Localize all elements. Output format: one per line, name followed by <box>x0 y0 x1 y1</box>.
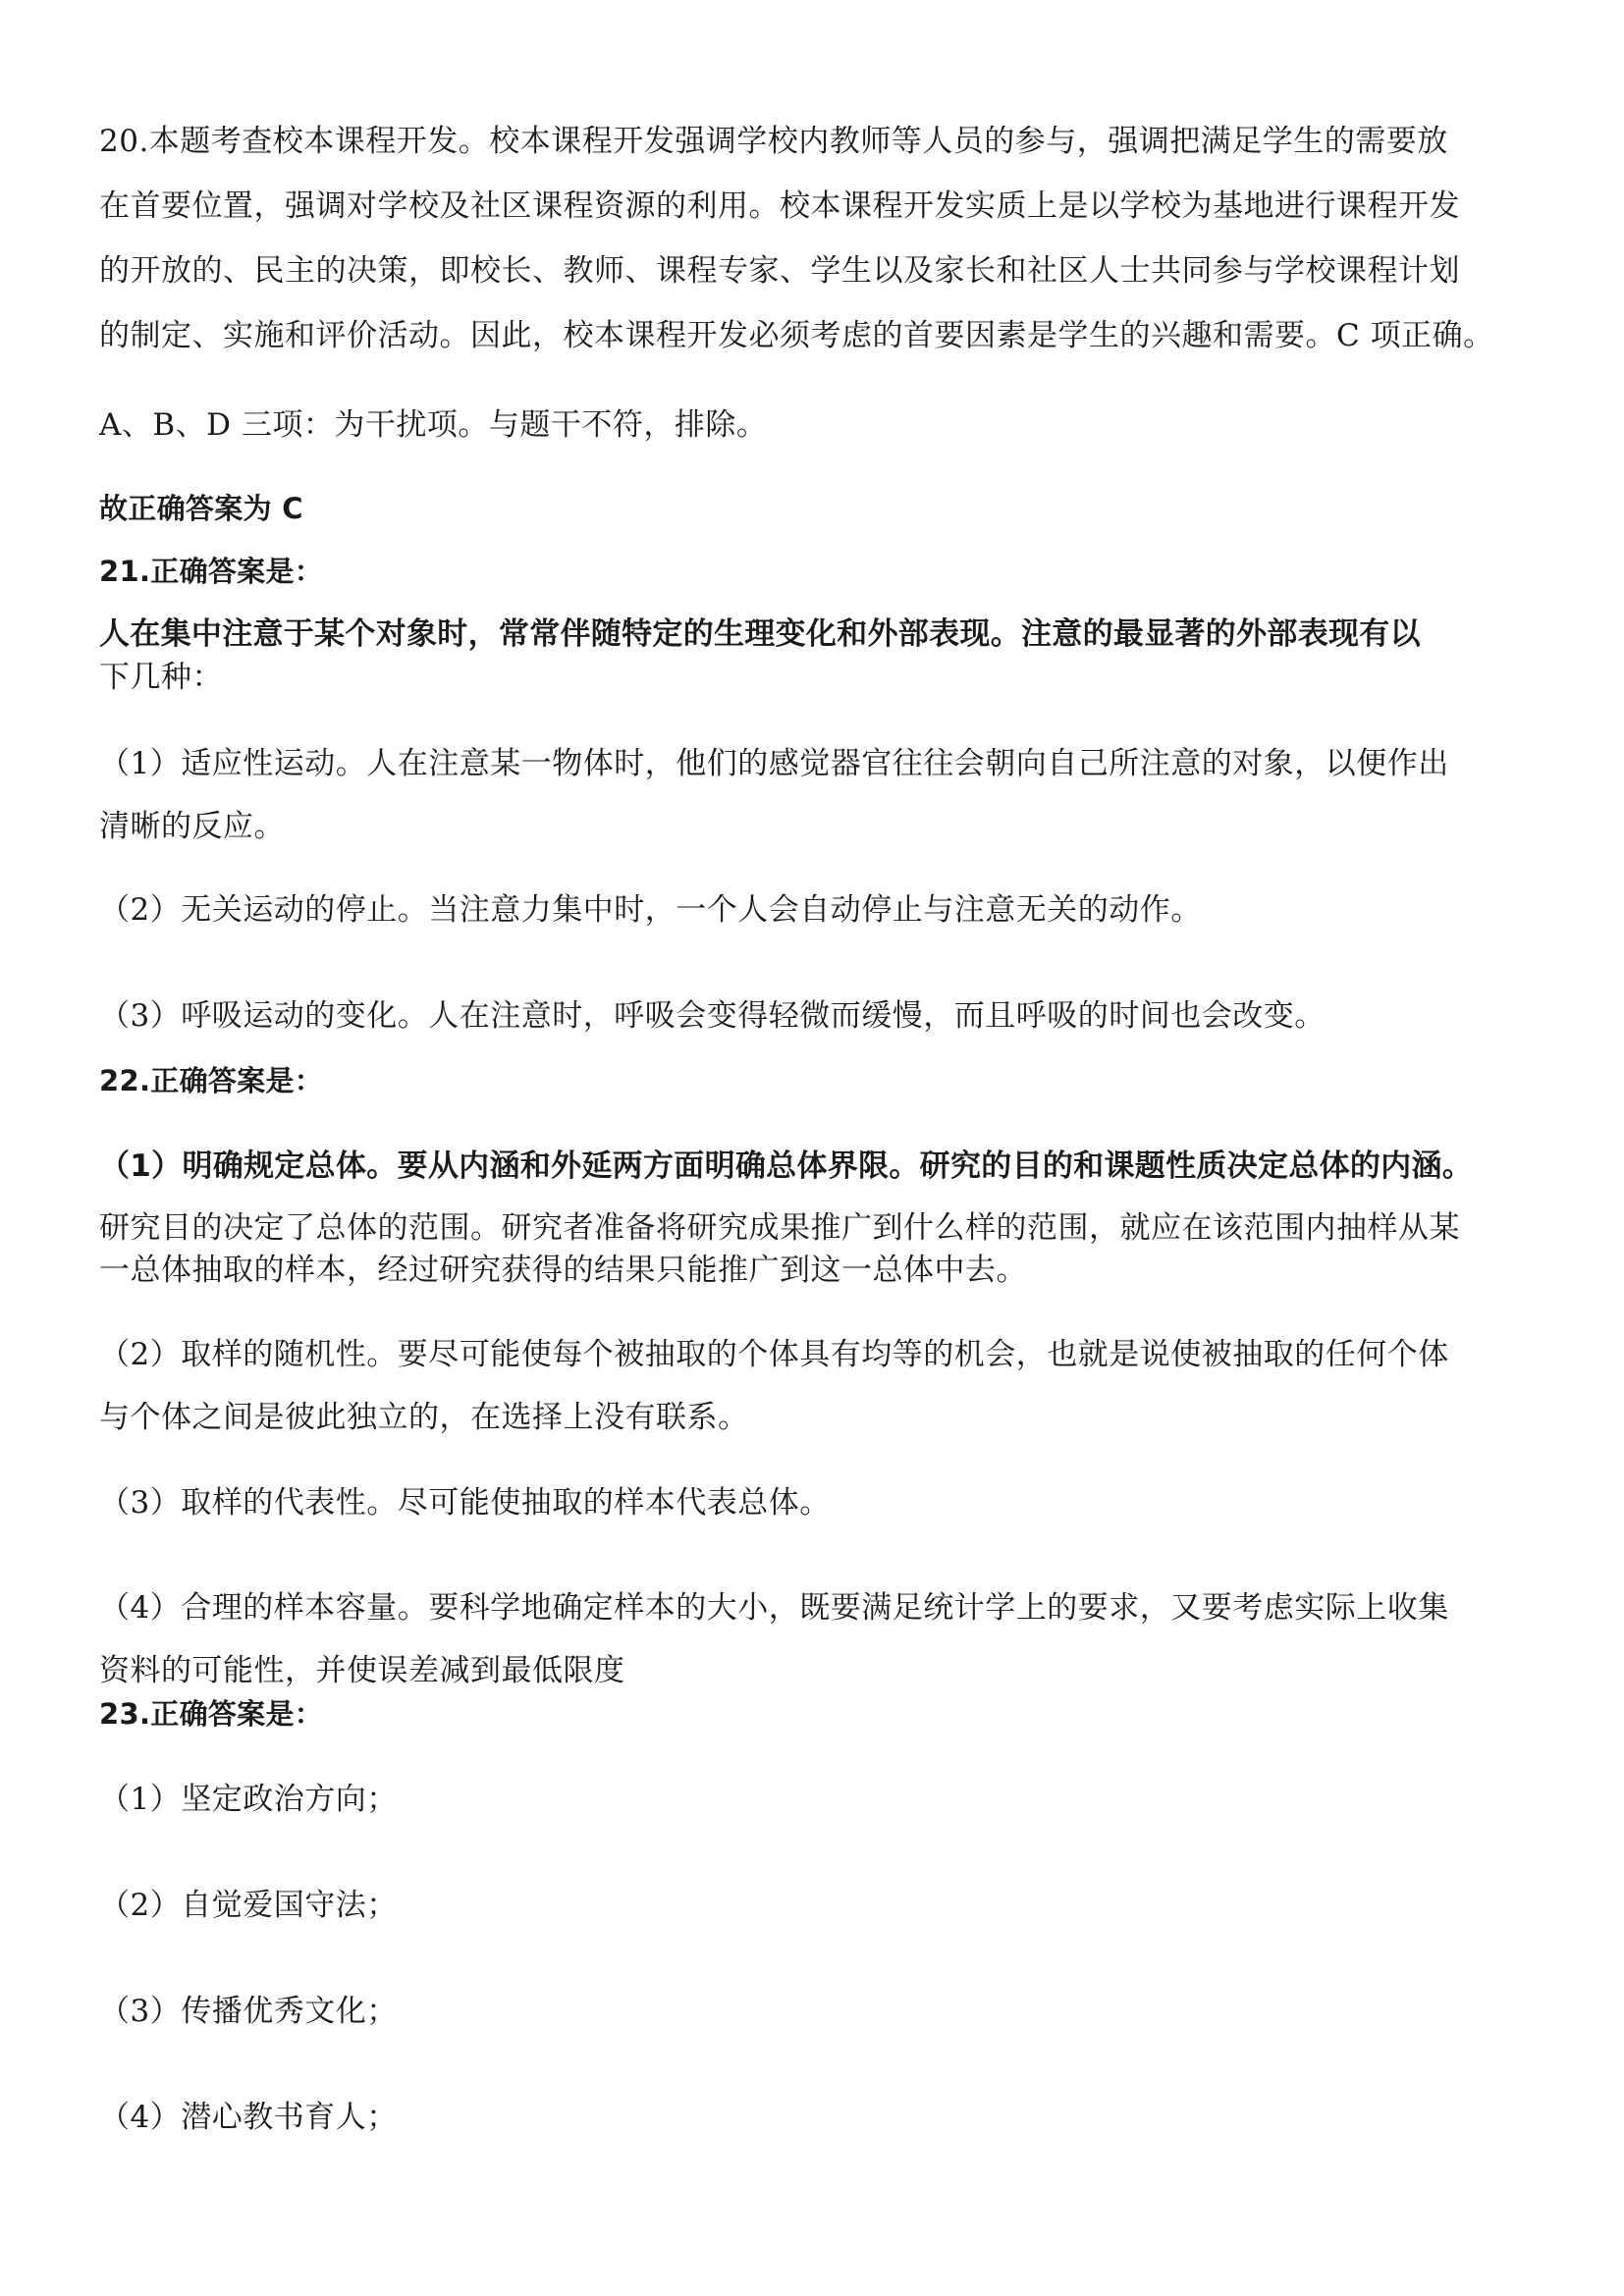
q20-answer: 故正确答案为 C <box>99 492 303 525</box>
q20-line-1: 20.本题考查校本课程开发。校本课程开发强调学校内教师等人员的参与，强调把满足学生的需要放 <box>99 124 1448 159</box>
q23-heading: 23.正确答案是： <box>99 1697 324 1731</box>
q22-item-1-cont-1: 研究目的决定了总体的范围。研究者准备将研究成果推广到什么样的范围，就应在该范围内抽样从某 <box>99 1210 1460 1246</box>
q20-distractor-text: A、B、D 三项：为干扰项。与题干不符，排除。 <box>99 407 768 443</box>
q21-item-1: （1）适应性运动。人在注意某一物体时，他们的感觉器官往往会朝向自己所注意的对象，以便作出 <box>99 746 1449 781</box>
q22-item-1-cont-2: 一总体抽取的样本，经过研究获得的结果只能推广到这一总体中去。 <box>99 1253 1027 1288</box>
q22-item-4: （4）合理的样本容量。要科学地确定样本的大小，既要满足统计学上的要求，又要考虑实际上收集 <box>99 1590 1449 1626</box>
q21-intro-cont: 下几种： <box>99 660 223 695</box>
q23-item-4: （4）潜心教书育人； <box>99 2100 398 2135</box>
q22-item-1-bold: （1）明确规定总体。要从内涵和外延两方面明确总体界限。研究的目的和课题性质决定总体的内涵。 <box>99 1148 1474 1184</box>
q22-item-2-cont: 与个体之间是彼此独立的，在选择上没有联系。 <box>99 1400 749 1435</box>
q22-item-2: （2）取样的随机性。要尽可能使每个被抽取的个体具有均等的机会，也就是说使被抽取的任何个体 <box>99 1337 1449 1372</box>
q21-item-2: （2）无关运动的停止。当注意力集中时，一个人会自动停止与注意无关的动作。 <box>99 892 1202 928</box>
q20-line-4: 的制定、实施和评价活动。因此，校本课程开发必须考虑的首要因素是学生的兴趣和需要。C 项正确。 <box>99 318 1494 353</box>
q22-heading: 22.正确答案是： <box>99 1064 324 1097</box>
q20-line-3: 的开放的、民主的决策，即校长、教师、课程专家、学生以及家长和社区人士共同参与学校课程计划 <box>99 253 1460 289</box>
q22-item-3: （3）取样的代表性。尽可能使抽取的样本代表总体。 <box>99 1485 831 1521</box>
q23-item-3: （3）传播优秀文化； <box>99 1994 398 2029</box>
q21-heading: 21.正确答案是： <box>99 555 324 588</box>
q21-intro-bold: 人在集中注意于某个对象时，常常伴随特定的生理变化和外部表现。注意的最显著的外部表现有以 <box>99 616 1421 652</box>
q21-item-1-cont: 清晰的反应。 <box>99 809 285 844</box>
q23-item-1: （1）坚定政治方向； <box>99 1782 398 1817</box>
q22-item-4-cont: 资料的可能性，并使误差减到最低限度 <box>99 1653 625 1688</box>
q23-item-2: （2）自觉爱国守法； <box>99 1888 398 1923</box>
q21-item-3: （3）呼吸运动的变化。人在注意时，呼吸会变得轻微而缓慢，而且呼吸的时间也会改变。 <box>99 998 1326 1034</box>
q20-line-2: 在首要位置，强调对学校及社区课程资源的利用。校本课程开发实质上是以学校为基地进行课程开发 <box>99 188 1460 224</box>
